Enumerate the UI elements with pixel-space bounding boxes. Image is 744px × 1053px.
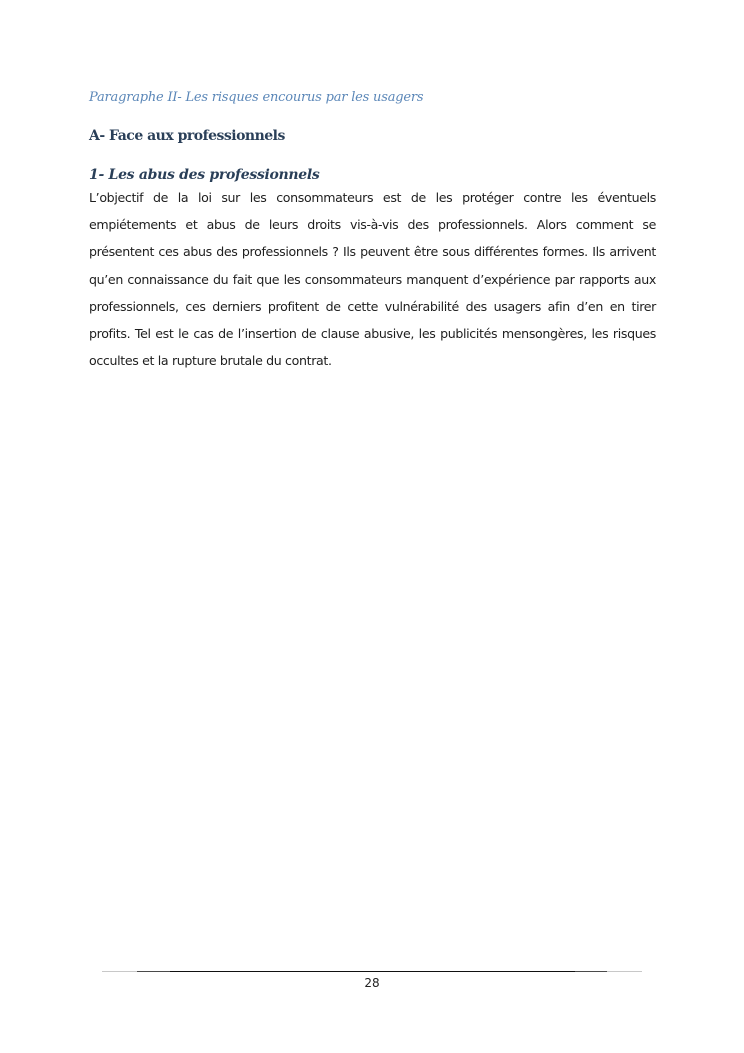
footer-divider-dark bbox=[170, 971, 575, 972]
paragraph-heading: Paragraphe II- Les risques encourus par les usagers bbox=[89, 90, 424, 105]
body-paragraph: L’objectif de la loi sur les consommateurs est de les protéger contre les éventuels empiétements et abus de leurs droits vis-à-vis des professionnels. Alors comment se présentent ces abus des professionnels ? Ils peuvent être sous différentes formes. Ils arrivent qu’en connaissance du fait que les consommateurs manquent d’expérience par rapports aux professionnels, ces derniers profitent de cette vulnérabilité des usagers afin d’en en tirer profits. Tel est le cas de l’insertion de clause abusive, les publicités mensongères, les risques occultes et la rupture brutale du contrat. bbox=[89, 190, 656, 369]
page-content bbox=[89, 88, 656, 374]
page-number: 28 bbox=[364, 976, 380, 990]
section-heading: A- Face aux professionnels bbox=[89, 128, 285, 144]
subsection-heading: 1- Les abus des professionnels bbox=[89, 167, 320, 183]
